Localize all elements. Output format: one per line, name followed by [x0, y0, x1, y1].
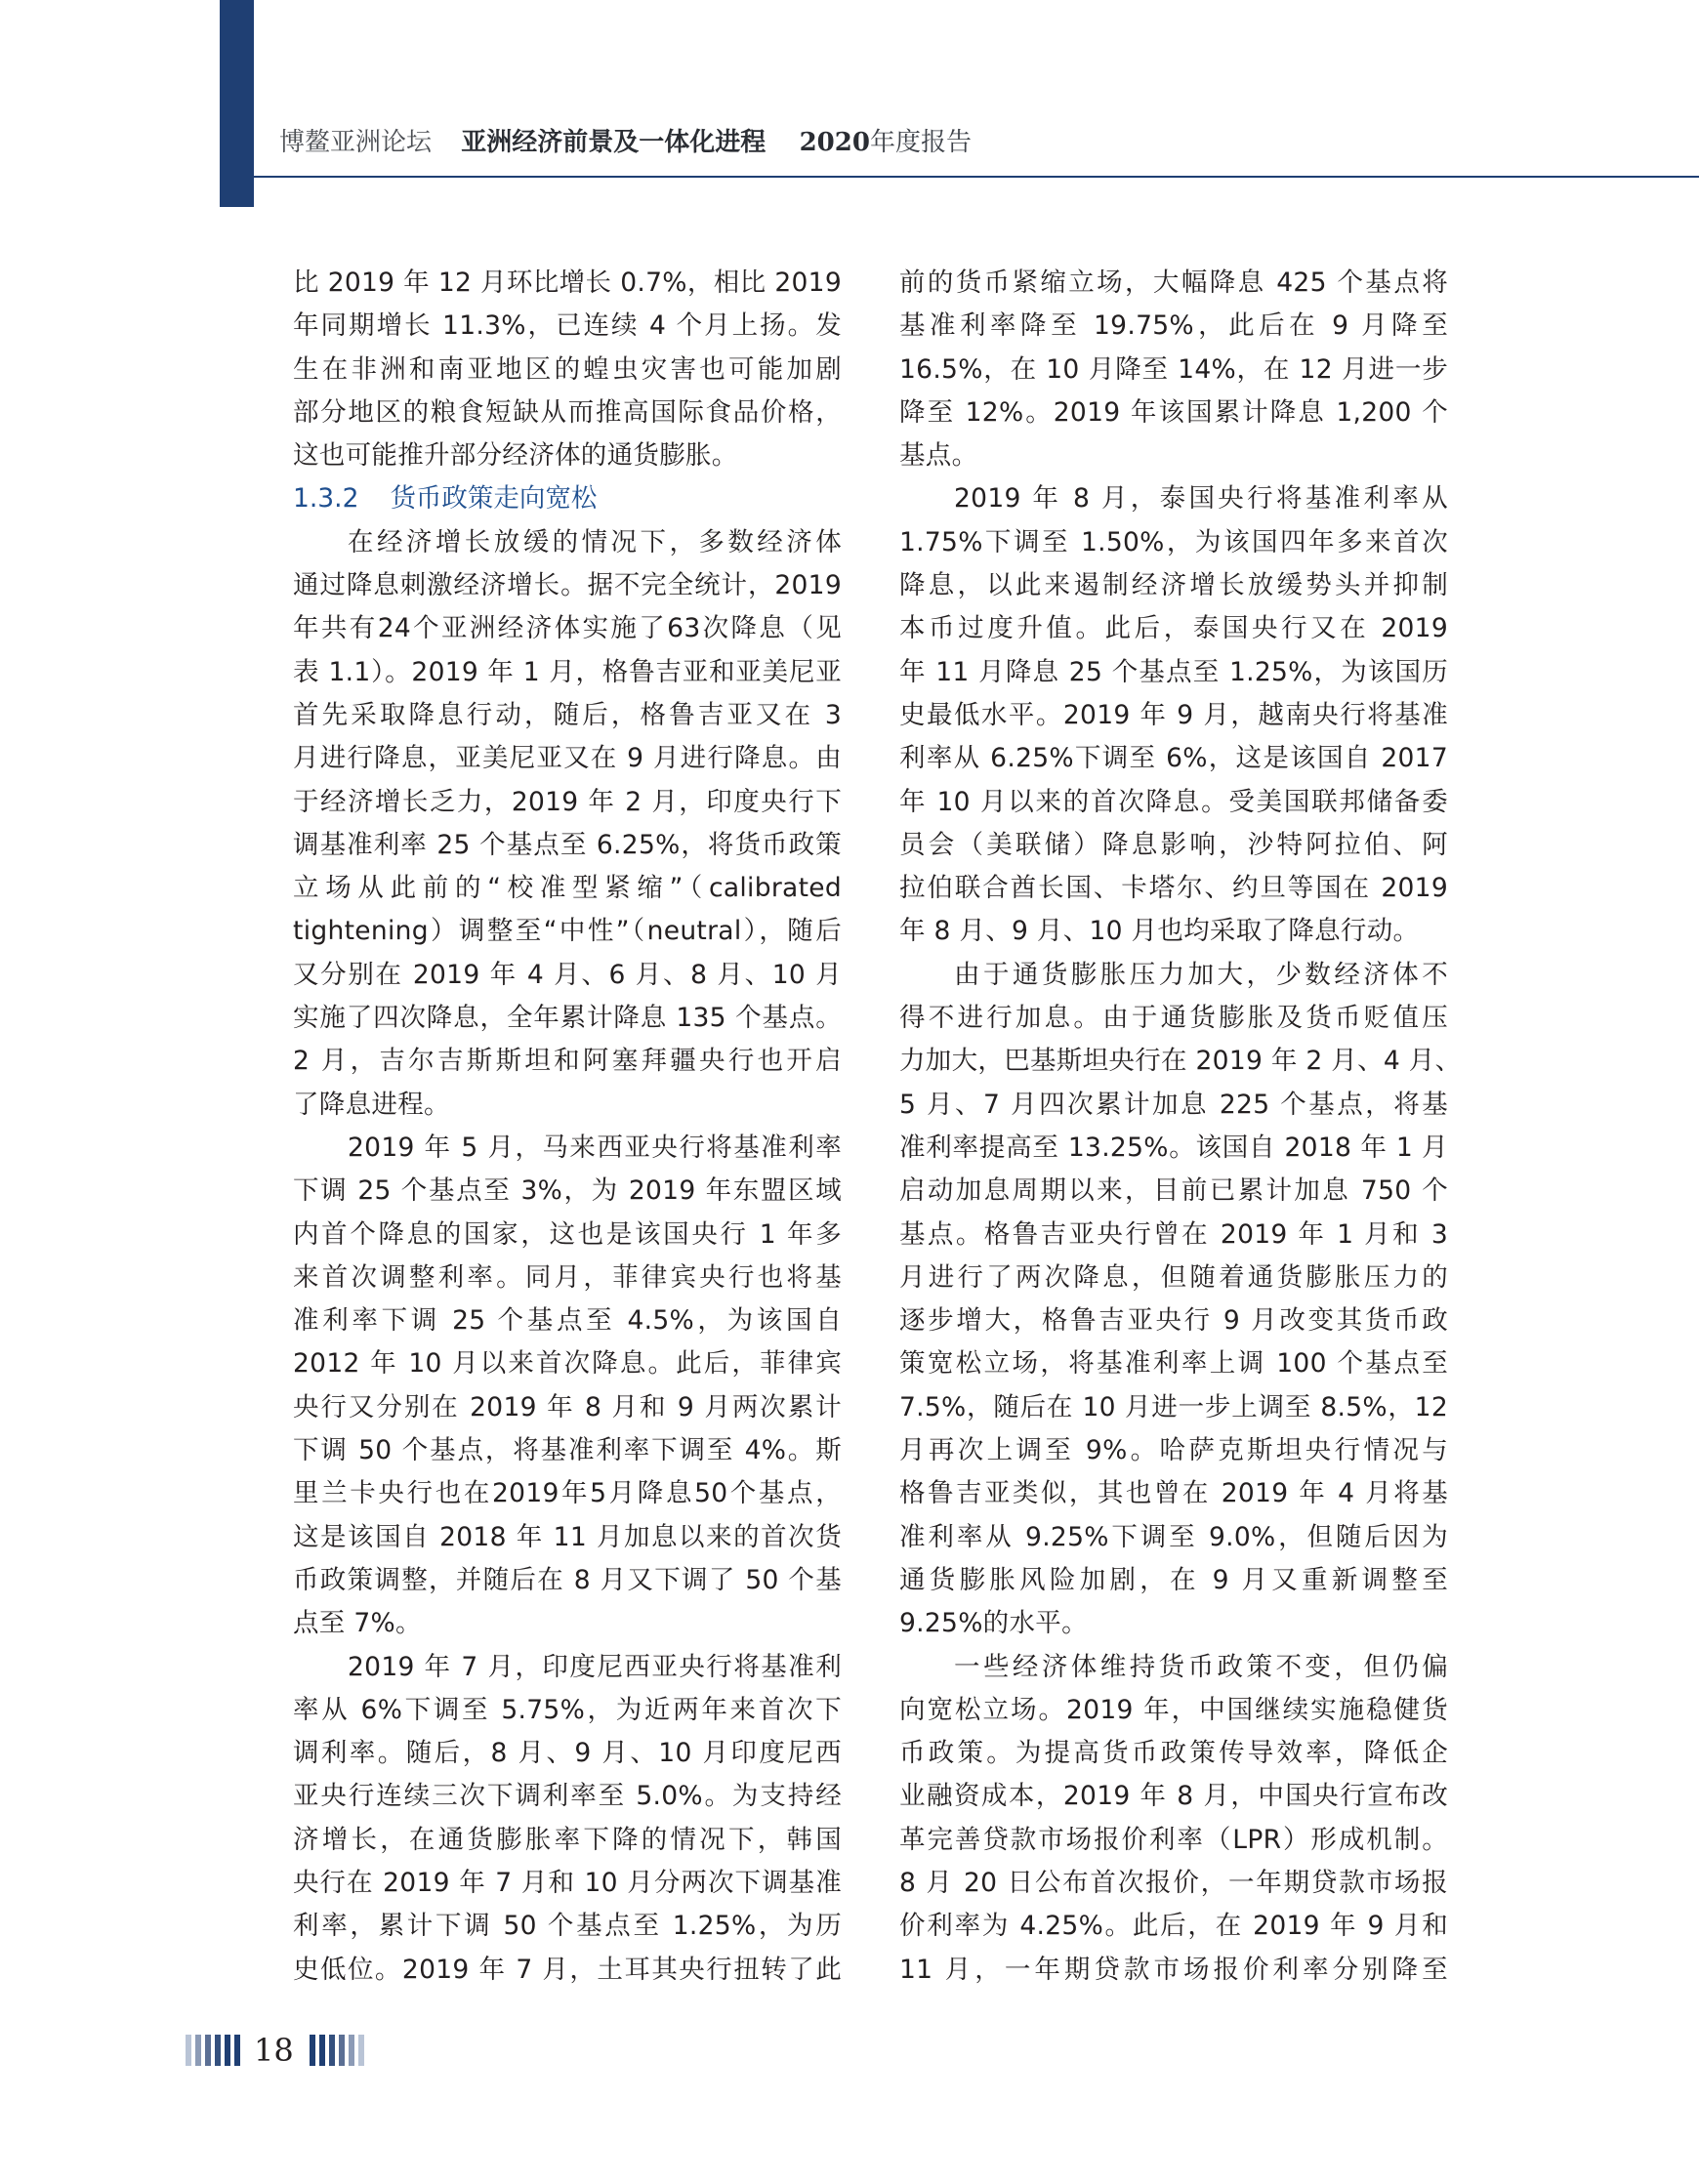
- text-line: 基准利率降至 19.75%，此后在 9 月降至: [899, 310, 1448, 342]
- text-line: 7.5%，随后在 10 月进一步上调至 8.5%，12: [899, 1391, 1448, 1422]
- text-line: 内首个降息的国家，这也是该国央行 1 年多: [293, 1218, 842, 1250]
- text-line: 月进行降息，亚美尼亚又在 9 月进行降息。由: [293, 743, 842, 774]
- text-line: 部分地区的粮食短缺从而推高国际食品价格，: [293, 396, 842, 428]
- text-line: 史低位。2019 年 7 月，土耳其央行扭转了此: [293, 1954, 842, 1985]
- text-line: 由于通货膨胀压力加大，少数经济体不: [954, 959, 1448, 990]
- section-number: 1.3.2: [293, 483, 359, 515]
- text-line: 本币过度升值。此后，泰国央行又在 2019: [899, 613, 1448, 644]
- text-line: 年 10 月以来的首次降息。受美国联邦储备委: [899, 786, 1448, 817]
- text-line: 月再次上调至 9%。哈萨克斯坦央行情况与: [899, 1435, 1448, 1466]
- text-line: 实施了四次降息，全年累计降息 135 个基点。: [293, 1003, 842, 1034]
- footer-bar: [319, 2035, 325, 2066]
- text-line: 下调 50 个基点，将基准利率下调至 4%。斯: [293, 1435, 842, 1466]
- text-line: 比 2019 年 12 月环比增长 0.7%，相比 2019: [293, 268, 842, 298]
- text-line: 下调 25 个基点至 3%，为 2019 年东盟区域: [293, 1175, 842, 1207]
- footer-bar: [215, 2035, 221, 2066]
- footer-bar: [349, 2035, 354, 2066]
- text-line: 里兰卡央行也在2019年5月降息50个基点，: [293, 1478, 842, 1509]
- text-line: 前的货币紧缩立场，大幅降息 425 个基点将: [899, 268, 1448, 298]
- text-line: 通过降息刺激经济增长。据不完全统计，2019: [293, 570, 842, 601]
- footer-bar: [205, 2035, 211, 2066]
- right-column: [899, 262, 1462, 1992]
- text-line: 月进行了两次降息，但随着通货膨胀压力的: [899, 1261, 1448, 1293]
- text-line: 调利率。随后，8 月、9 月、10 月印度尼西: [293, 1738, 842, 1769]
- text-line: 革完善贷款市场报价利率（LPR）形成机制。: [899, 1824, 1448, 1855]
- text-line: 点至 7%。: [293, 1608, 422, 1639]
- text-line: 央行在 2019 年 7 月和 10 月分两次下调基准: [293, 1867, 842, 1898]
- left-column: [293, 262, 842, 1992]
- page-number: 18: [254, 2032, 294, 2069]
- text-line: 逐步增大，格鲁吉亚央行 9 月改变其货币政: [899, 1305, 1448, 1337]
- text-line: 又分别在 2019 年 4 月、6 月、8 月、10 月: [293, 959, 842, 990]
- text-line: 2019 年 7 月，印度尼西亚央行将基准利: [348, 1651, 842, 1682]
- text-line: 这也可能推升部分经济体的通货膨胀。: [293, 440, 738, 472]
- text-line: 利率，累计下调 50 个基点至 1.25%，为历: [293, 1911, 842, 1942]
- paragraph: [899, 954, 1462, 1646]
- text-line: 16.5%，在 10 月降至 14%，在 12 月进一步: [899, 353, 1448, 385]
- paragraph: [899, 1646, 1448, 1992]
- text-line: 9.25%的水平。: [899, 1608, 1088, 1639]
- text-line: 得不进行加息。由于通货膨胀及货币贬值压: [899, 1003, 1448, 1034]
- text-line: tightening）调整至“中性”（neutral），随后: [293, 916, 842, 947]
- footer-bar: [234, 2035, 240, 2066]
- text-line: 准利率从 9.25%下调至 9.0%，但随后因为: [899, 1521, 1448, 1552]
- text-line: 年同期增长 11.3%，已连续 4 个月上扬。发: [293, 310, 842, 342]
- section-heading: [293, 477, 842, 520]
- text-line: 济增长，在通货膨胀率下降的情况下，韩国: [293, 1824, 842, 1855]
- paragraph: [293, 1646, 842, 1992]
- text-line: 生在非洲和南亚地区的蝗虫灾害也可能加剧: [293, 353, 842, 385]
- text-line: 员会（美联储）降息影响，沙特阿拉伯、阿: [899, 829, 1448, 860]
- text-line: 2012 年 10 月以来首次降息。此后，菲律宾: [293, 1348, 842, 1380]
- text-line: 2019 年 5 月，马来西亚央行将基准利率: [348, 1132, 842, 1163]
- text-line: 利率从 6.25%下调至 6%，这是该国自 2017: [899, 743, 1448, 774]
- text-line: 拉伯联合酋长国、卡塔尔、约旦等国在 2019: [899, 873, 1448, 904]
- text-line: 首先采取降息行动，随后，格鲁吉亚又在 3: [293, 699, 842, 730]
- footer-bar: [329, 2035, 335, 2066]
- footer-bars-right: [310, 2035, 364, 2066]
- text-line: 调基准利率 25 个基点至 6.25%，将货币政策: [293, 829, 842, 860]
- text-line: 表 1.1）。2019 年 1 月，格鲁吉亚和亚美尼亚: [293, 656, 842, 687]
- text-line: 币政策调整，并随后在 8 月又下调了 50 个基: [293, 1564, 842, 1595]
- text-line: 降息，以此来遏制经济增长放缓势头并抑制: [899, 570, 1448, 601]
- footer-bar: [186, 2035, 191, 2066]
- text-line: 业融资成本，2019 年 8 月，中国央行宣布改: [899, 1781, 1448, 1812]
- text-line: 在经济增长放缓的情况下，多数经济体: [348, 526, 842, 557]
- footer-bar: [195, 2035, 201, 2066]
- text-line: 向宽松立场。2019 年，中国继续实施稳健货: [899, 1694, 1448, 1725]
- paragraph: [293, 1127, 842, 1646]
- text-line: 格鲁吉亚类似，其也曾在 2019 年 4 月将基: [899, 1478, 1448, 1509]
- running-header: [279, 123, 972, 162]
- paragraph: [293, 521, 842, 1127]
- footer-bar: [310, 2035, 315, 2066]
- text-line: 于经济增长乏力，2019 年 2 月，印度央行下: [293, 786, 842, 817]
- paragraph: [293, 262, 842, 477]
- paragraph: [899, 262, 1448, 477]
- text-line: 11 月，一年期贷款市场报价利率分别降至: [899, 1954, 1448, 1985]
- section-title: 货币政策走向宽松: [390, 483, 598, 515]
- text-line: 来首次调整利率。同月，菲律宾央行也将基: [293, 1261, 842, 1293]
- text-line: 策宽松立场，将基准利率上调 100 个基点至: [899, 1348, 1448, 1380]
- text-line: 力加大，巴基斯坦央行在 2019 年 2 月、4 月、: [899, 1046, 1462, 1077]
- header-report-title: 亚洲经济前景及一体化进程: [461, 128, 767, 157]
- text-line: 央行又分别在 2019 年 8 月和 9 月两次累计: [293, 1391, 842, 1422]
- text-line: 年 8 月、9 月、10 月也均采取了降息行动。: [899, 916, 1420, 947]
- footer-bar: [339, 2035, 345, 2066]
- header-forum-name: 博鳌亚洲论坛: [279, 128, 433, 157]
- text-line: 亚央行连续三次下调利率至 5.0%。为支持经: [293, 1781, 842, 1812]
- text-line: 年共有24个亚洲经济体实施了63次降息（见: [293, 613, 842, 644]
- text-line: 降至 12%。2019 年该国累计降息 1,200 个: [899, 396, 1448, 428]
- text-line: 立场从此前的“校准型紧缩”（calibrated: [293, 873, 842, 904]
- text-line: 启动加息周期以来，目前已累计加息 750 个: [899, 1175, 1448, 1207]
- footer-bars-left: [186, 2035, 240, 2066]
- footer-bar: [358, 2035, 364, 2066]
- text-line: 年 11 月降息 25 个基点至 1.25%，为该国历: [899, 656, 1448, 687]
- text-line: 这是该国自 2018 年 11 月加息以来的首次货: [293, 1521, 842, 1552]
- page-footer: [186, 2033, 364, 2068]
- text-line: 2 月，吉尔吉斯斯坦和阿塞拜疆央行也开启: [293, 1046, 842, 1077]
- header-year: 2020: [799, 128, 870, 157]
- text-line: 准利率提高至 13.25%。该国自 2018 年 1 月: [899, 1132, 1448, 1163]
- text-line: 一些经济体维持货币政策不变，但仍偏: [954, 1651, 1448, 1682]
- text-line: 率从 6%下调至 5.75%，为近两年来首次下: [293, 1694, 842, 1725]
- text-line: 2019 年 8 月，泰国央行将基准利率从: [954, 483, 1448, 515]
- header-rule: [254, 176, 1699, 178]
- text-line: 准利率下调 25 个基点至 4.5%，为该国自: [293, 1305, 842, 1337]
- text-line: 8 月 20 日公布首次报价，一年期贷款市场报: [899, 1867, 1448, 1898]
- paragraph: [899, 477, 1448, 953]
- footer-bar: [225, 2035, 230, 2066]
- text-line: 基点。格鲁吉亚央行曾在 2019 年 1 月和 3: [899, 1218, 1448, 1250]
- header-year-suffix: 年度报告: [869, 128, 972, 157]
- text-line: 价利率为 4.25%。此后，在 2019 年 9 月和: [899, 1911, 1448, 1942]
- text-line: 了降息进程。: [293, 1089, 450, 1120]
- text-line: 币政策。为提高货币政策传导效率，降低企: [899, 1738, 1448, 1769]
- text-line: 通货膨胀风险加剧，在 9 月又重新调整至: [899, 1564, 1448, 1595]
- header-accent-bar: [220, 0, 254, 207]
- text-line: 史最低水平。2019 年 9 月，越南央行将基准: [899, 699, 1448, 730]
- text-line: 5 月、7 月四次累计加息 225 个基点，将基: [899, 1089, 1448, 1120]
- text-line: 1.75%下调至 1.50%，为该国四年多来首次: [899, 526, 1448, 557]
- text-line: 基点。: [899, 440, 978, 472]
